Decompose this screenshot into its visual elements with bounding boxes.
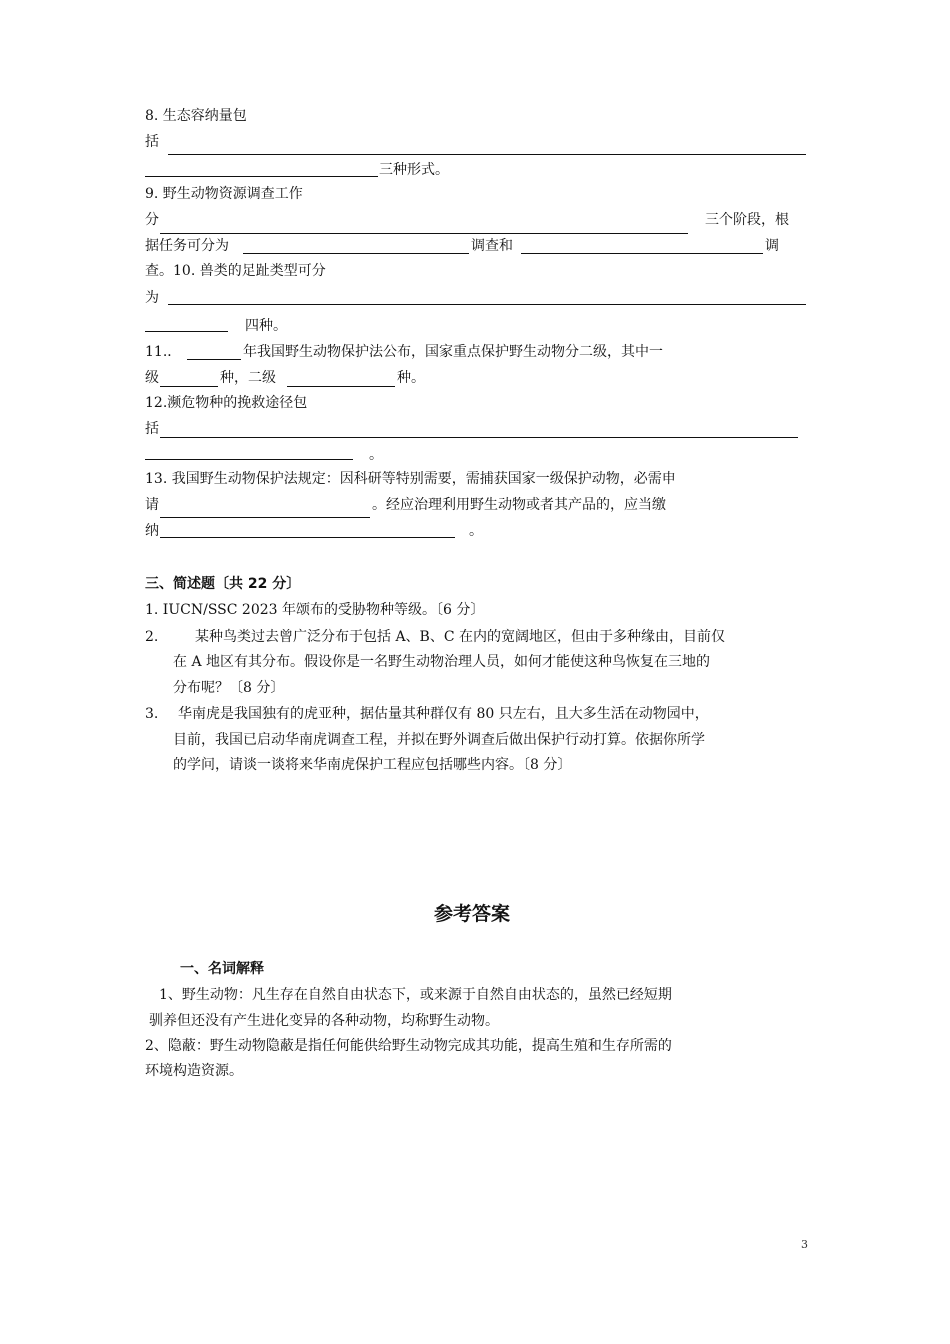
q11-line2-a: 级	[145, 370, 159, 386]
section3-q3-line2: 目前，我国已启动华南虎调查工程，并拟在野外调查后做出保护行动打算。依据你所学	[173, 732, 705, 748]
q11-line1: 年我国野生动物保护法公布，国家重点保护野生动物分二级，其中一	[243, 344, 663, 360]
answer-blank[interactable]	[521, 253, 763, 254]
q9-line2-end: 三个阶段，根	[705, 212, 789, 228]
answer-blank[interactable]	[145, 331, 228, 332]
q11-line2-b: 种，二级	[220, 370, 276, 386]
section3-q3-line3: 的学问，请谈一谈将来华南虎保护工程应包括哪些内容。〔8 分〕	[173, 757, 572, 773]
answer-blank[interactable]	[168, 304, 806, 305]
q13-line2-b: 。经应治理利用野生动物或者其产品的，应当缴	[372, 497, 666, 513]
section3-q1: 1. IUCN/SSC 2023 年颂布的受胁物种等级。〔6 分〕	[145, 602, 485, 618]
answer-blank[interactable]	[243, 253, 469, 254]
q8-line2: 括	[145, 134, 159, 150]
answer1-line2: 驯养但还没有产生进化变异的各种动物，均称野生动物。	[149, 1013, 499, 1029]
answer-blank[interactable]	[187, 359, 241, 360]
answer-blank[interactable]	[160, 437, 798, 438]
section3-q2-line2: 在 A 地区有其分布。假设你是一名野生动物治理人员，如何才能使这种鸟恢复在三地的	[173, 654, 711, 670]
answer1-line1: 1、野生动物：凡生存在自然自由状态下，或来源于自然自由状态的，虽然已经短期	[159, 987, 672, 1003]
page-number: 3	[801, 1238, 808, 1251]
q12-line2: 括	[145, 421, 159, 437]
answer2-line2: 环境构造资源。	[145, 1063, 243, 1079]
section3-q2-line3: 分布呢？〔8 分〕	[173, 680, 285, 696]
q13-line2-a: 请	[145, 497, 159, 513]
q8-line1: 8. 生态容纳量包	[145, 108, 247, 124]
q13-line3-a: 纳	[145, 523, 159, 539]
answer-blank[interactable]	[160, 386, 218, 387]
q11-prefix: 11.．	[145, 344, 182, 360]
section3-heading: 三、简述题〔共 22 分〕	[145, 576, 301, 592]
q9-line2-start: 分	[145, 212, 159, 228]
answer-blank[interactable]	[168, 154, 806, 155]
answer-blank[interactable]	[160, 233, 688, 234]
section3-q2-line1: 某种鸟类过去曾广泛分布于包括 A、B、C 在内的宽阔地区，但由于多种缘由，目前仅	[195, 629, 726, 645]
answer-blank[interactable]	[160, 537, 455, 538]
q9-line1: 9. 野生动物资源调查工作	[145, 186, 303, 202]
q8-tail: 三种形式。	[379, 162, 449, 178]
q9-line3-start: 据任务可分为	[145, 238, 229, 254]
section3-q3-number: 3.	[145, 706, 159, 722]
answer-blank[interactable]	[145, 459, 353, 460]
answer-blank[interactable]	[145, 176, 378, 177]
q9-line3-mid: 调查和	[471, 238, 513, 254]
q13-line1: 13. 我国野生动物保护法规定：因科研等特别需要，需捕获国家一级保护动物，必需申	[145, 471, 676, 487]
q11-line2-c: 种。	[397, 370, 425, 386]
q13-line3-b: 。	[469, 523, 483, 539]
q12-tail: 。	[369, 447, 383, 463]
answer2-line1: 2、隐蔽：野生动物隐蔽是指任何能供给野生动物完成其功能，提高生殖和生存所需的	[145, 1038, 672, 1054]
q10-line1: 为	[145, 290, 159, 306]
answers-title: 参考答案	[434, 903, 511, 925]
q12-line1: 12.濒危物种的挽救途径包	[145, 395, 308, 411]
answer-blank[interactable]	[160, 517, 370, 518]
q10-tail: 四种。	[245, 318, 287, 334]
answers-heading: 一、名词解释	[180, 961, 264, 977]
section3-q3-line1: 华南虎是我国独有的虎亚种，据估量其种群仅有 80 只左右，且大多生活在动物园中，	[178, 706, 709, 722]
answer-blank[interactable]	[287, 386, 395, 387]
q9-line3-end: 调	[765, 238, 779, 254]
q9-line4: 查。10. 兽类的足趾类型可分	[145, 263, 326, 279]
section3-q2-number: 2.	[145, 629, 159, 645]
